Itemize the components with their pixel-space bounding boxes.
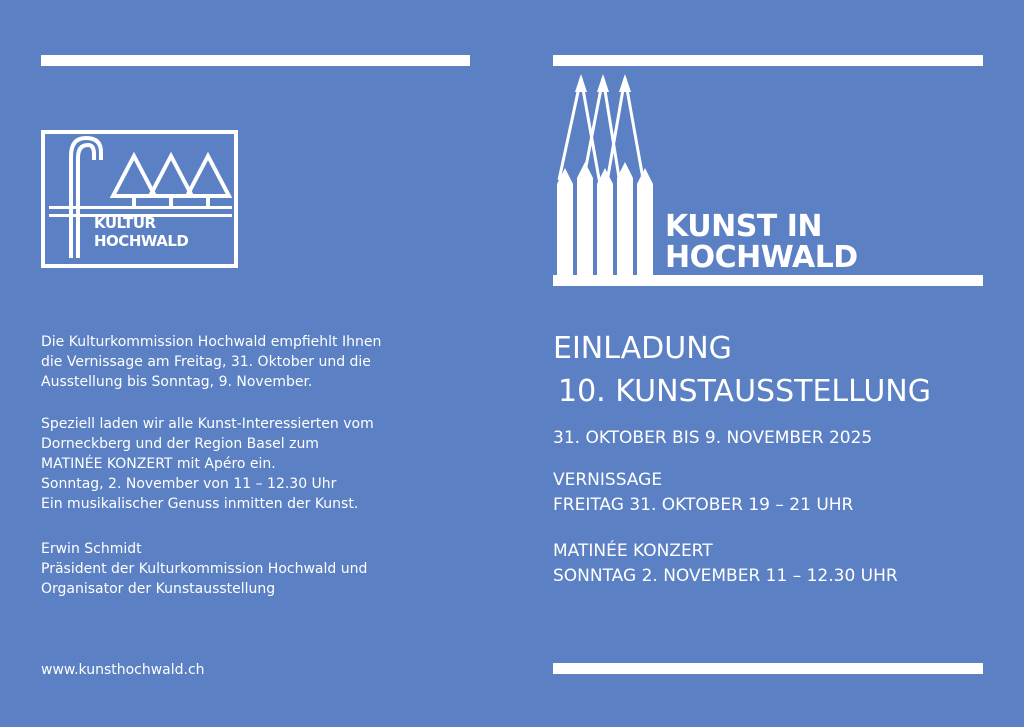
text-line: Ausstellung bis Sonntag, 9. November. [41, 374, 313, 390]
text-line: die Vernissage am Freitag, 31. Oktober und die [41, 354, 371, 370]
invitation-heading: EINLADUNG [553, 331, 732, 366]
logo-word-hochwald: HOCHWALD [94, 232, 189, 250]
text-line: Sonntag, 2. November von 11 – 12.30 Uhr [41, 476, 337, 492]
divider-bottom-right [553, 663, 983, 674]
intro-paragraph [41, 332, 461, 392]
divider-top-right [553, 55, 983, 66]
signature-title: Präsident der Kulturkommission Hochwald und [41, 561, 368, 577]
text-line: Speziell laden wir alle Kunst-Interessierten vom [41, 416, 374, 432]
kunst-in-hochwald-logo [553, 70, 663, 276]
signature-title: Organisator der Kunstausstellung [41, 581, 276, 597]
matinee-time: SONNTAG 2. NOVEMBER 11 – 12.30 UHR [553, 566, 898, 586]
logo-word-hochwald: HOCHWALD [665, 240, 858, 275]
divider-under-logo [553, 275, 983, 286]
vernissage-time: FREITAG 31. OKTOBER 19 – 21 UHR [553, 495, 854, 515]
divider-top-left [41, 55, 470, 66]
logo-word-kultur: KULTUR [94, 214, 156, 232]
exhibition-dates: 31. OKTOBER BIS 9. NOVEMBER 2025 [553, 428, 873, 448]
exhibition-heading: 10. KUNSTAUSSTELLUNG [558, 374, 931, 409]
text-line: Ein musikalischer Genuss inmitten der Kunst. [41, 496, 359, 512]
text-line: Dorneckberg und der Region Basel zum [41, 436, 319, 452]
vernissage-label: VERNISSAGE [553, 470, 663, 490]
matinee-label: MATINÉE KONZERT [553, 541, 713, 561]
text-line: MATINÉE KONZERT mit Apéro ein. [41, 456, 276, 472]
website-link[interactable]: www.kunsthochwald.ch [41, 662, 205, 678]
text-line: Die Kulturkommission Hochwald empfiehlt Ihnen [41, 334, 382, 350]
signature-block [41, 539, 461, 599]
signature-name: Erwin Schmidt [41, 541, 142, 557]
logo-word-kunst-in: KUNST IN [665, 209, 822, 244]
invitation-paragraph [41, 414, 461, 514]
